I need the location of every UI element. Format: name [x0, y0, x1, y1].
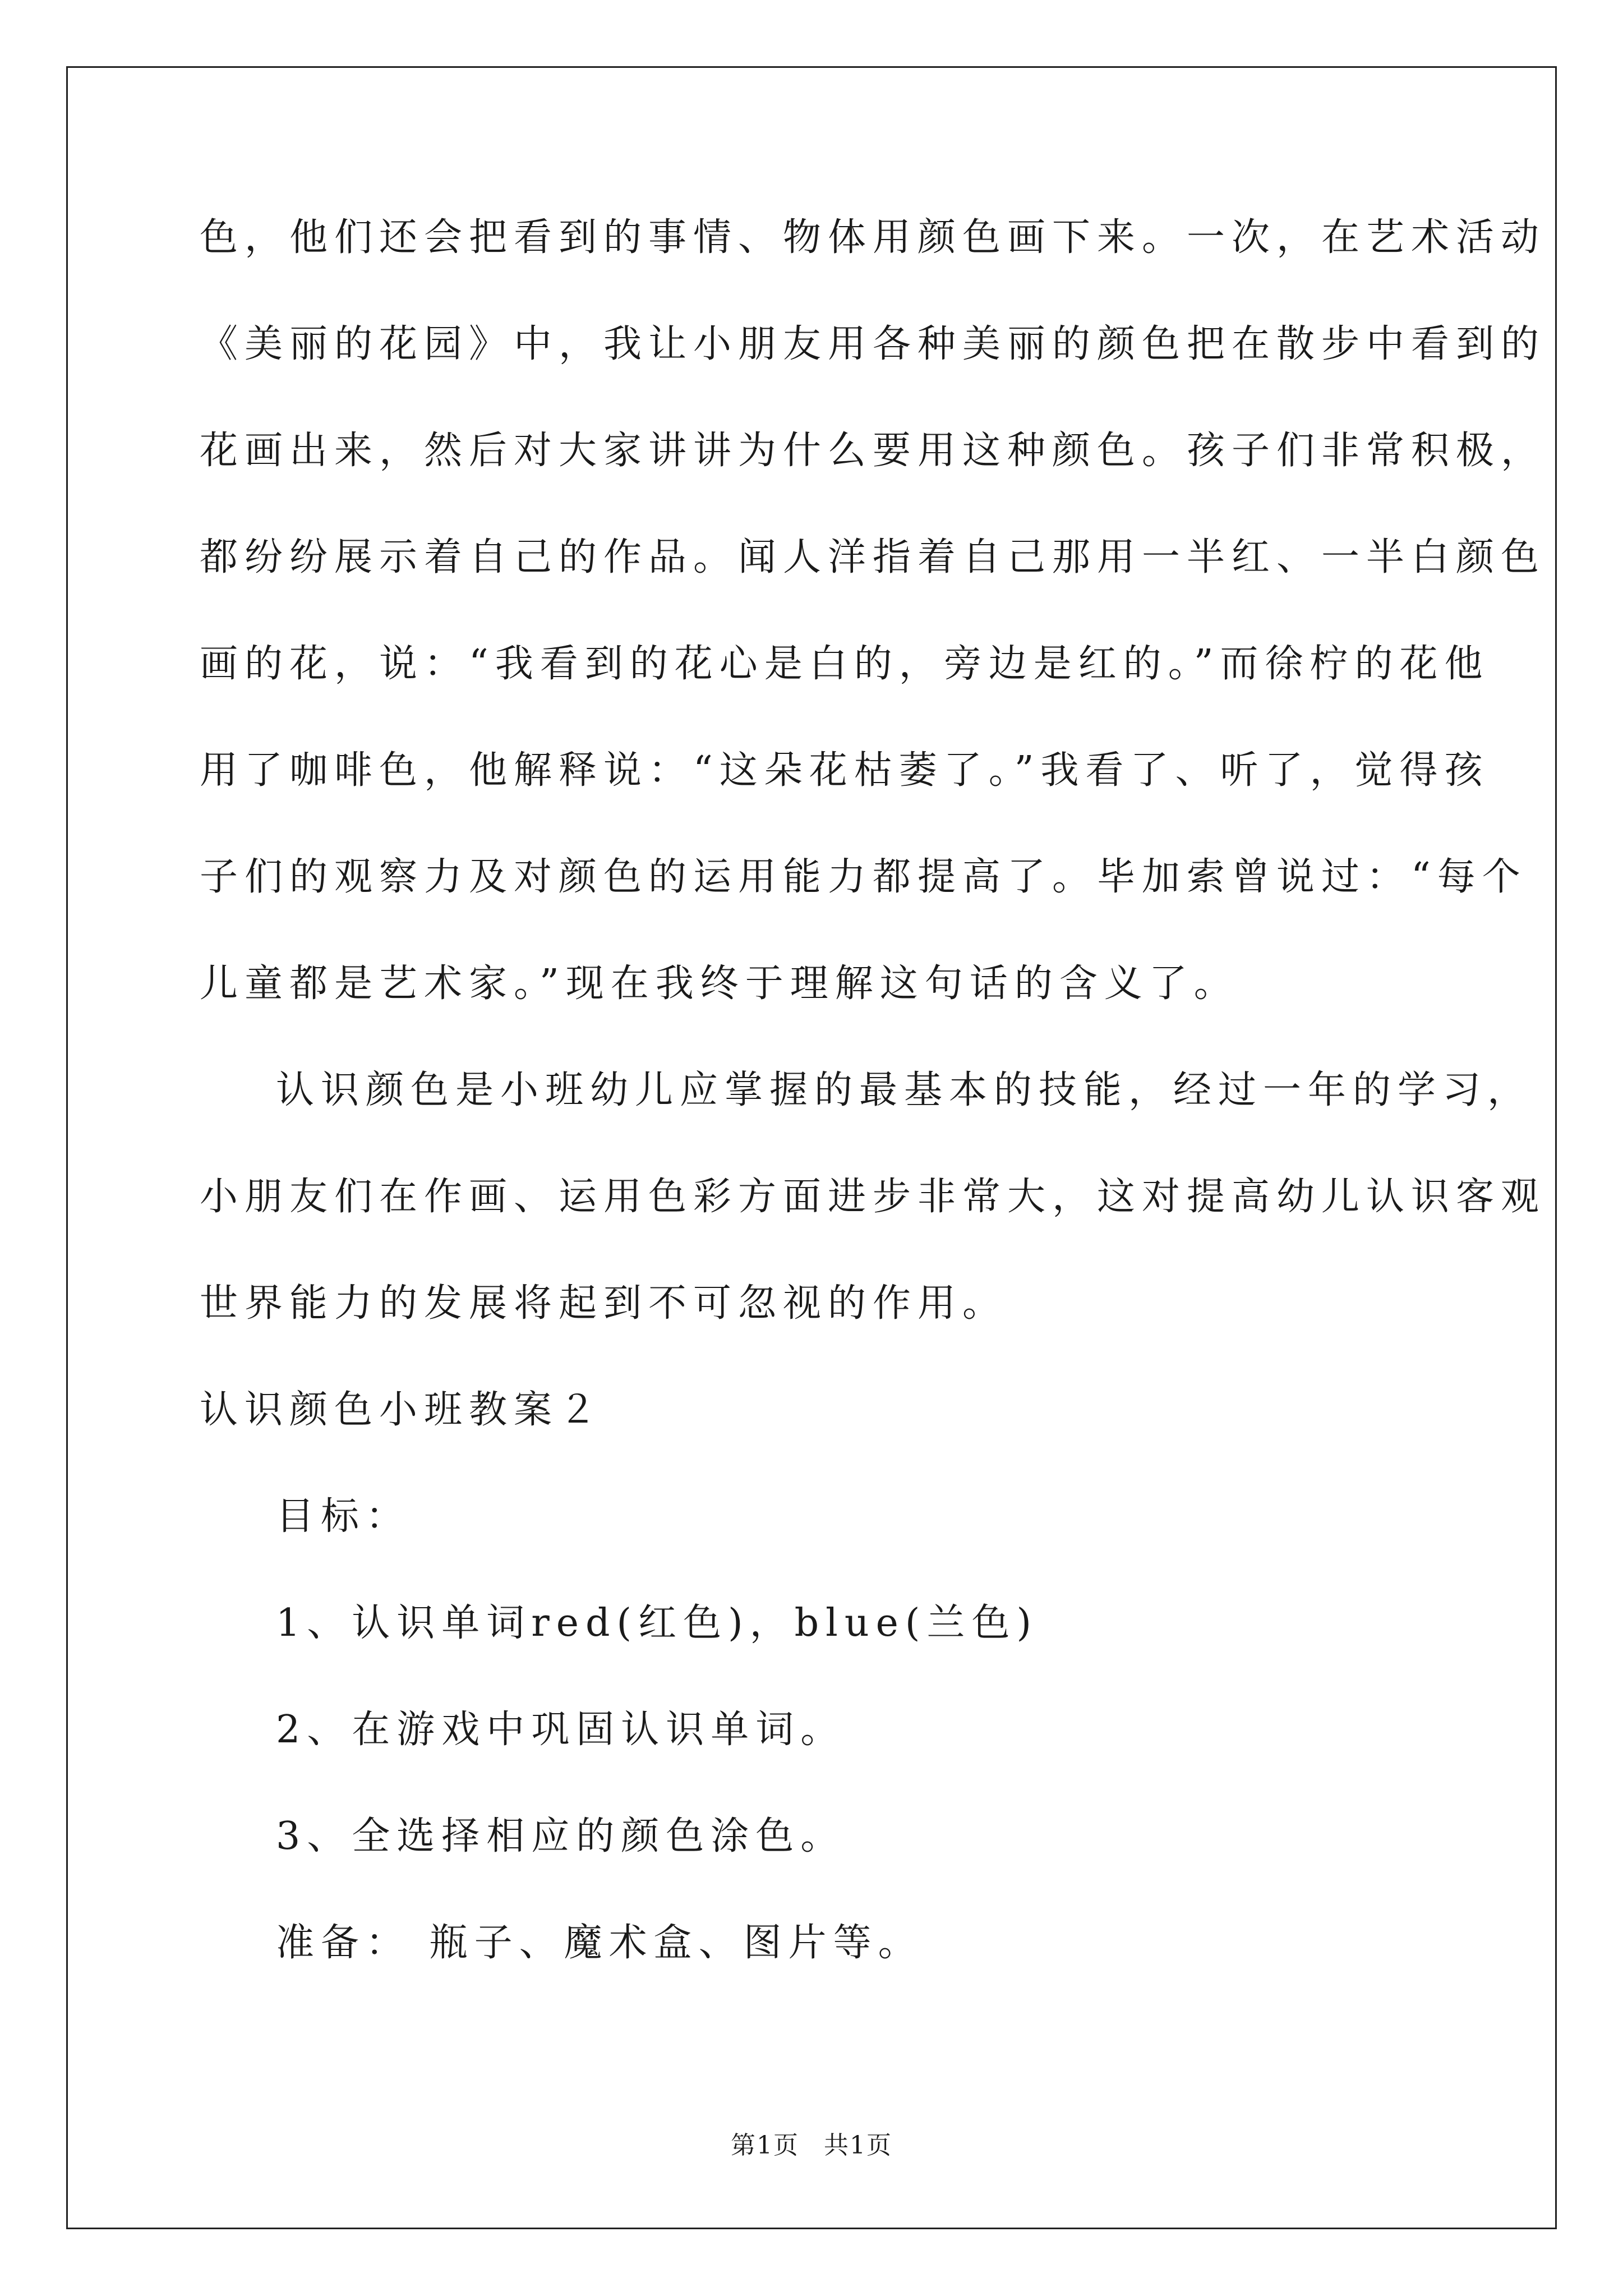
page-number-total: 共1页 — [824, 2131, 892, 2160]
text-line: 子们的观察力及对颜色的运用能力都提高了。毕加索曾说过：“每个 — [200, 855, 1527, 899]
text-line: 都纷纷展示着自己的作品。闻人洋指着自己那用一半红、一半白颜色 — [200, 535, 1546, 579]
goal-item-2: 2、在游戏中巩固认识单词。 — [276, 1708, 846, 1752]
page-border — [66, 66, 1557, 2229]
text-line: 儿童都是艺术家。”现在我终于理解这句话的含义了。 — [200, 961, 1239, 1006]
page-footer — [0, 2125, 1623, 2161]
preparation-line: 准备： 瓶子、魔术盒、图片等。 — [276, 1921, 923, 1965]
text-line: 《美丽的花园》中，我让小朋友用各种美丽的颜色把在散步中看到的 — [200, 322, 1546, 366]
page-number-current: 第1页 — [731, 2131, 799, 2160]
text-line: 小朋友们在作画、运用色彩方面进步非常大，这对提高幼儿认识客观 — [200, 1175, 1546, 1219]
section-heading: 认识颜色小班教案２ — [200, 1388, 604, 1432]
text-line: 画的花，说：“我看到的花心是白的，旁边是红的。”而徐柠的花他 — [200, 642, 1490, 686]
text-line: 色，他们还会把看到的事情、物体用颜色画下来。一次，在艺术活动 — [200, 215, 1546, 260]
text-line: 花画出来，然后对大家讲讲为什么要用这种颜色。孩子们非常积极， — [200, 429, 1546, 473]
goal-item-3: 3、全选择相应的颜色涂色。 — [276, 1814, 846, 1858]
text-line: 世界能力的发展将起到不可忽视的作用。 — [200, 1281, 1008, 1326]
goals-label: 目标： — [276, 1494, 411, 1539]
goal-item-1: 1、认识单词red(红色)，blue(兰色) — [276, 1601, 1038, 1645]
text-line: 用了咖啡色，他解释说：“这朵花枯萎了。”我看了、听了，觉得孩 — [200, 748, 1490, 793]
paragraph-start-line: 认识颜色是小班幼儿应掌握的最基本的技能，经过一年的学习， — [276, 1068, 1533, 1112]
